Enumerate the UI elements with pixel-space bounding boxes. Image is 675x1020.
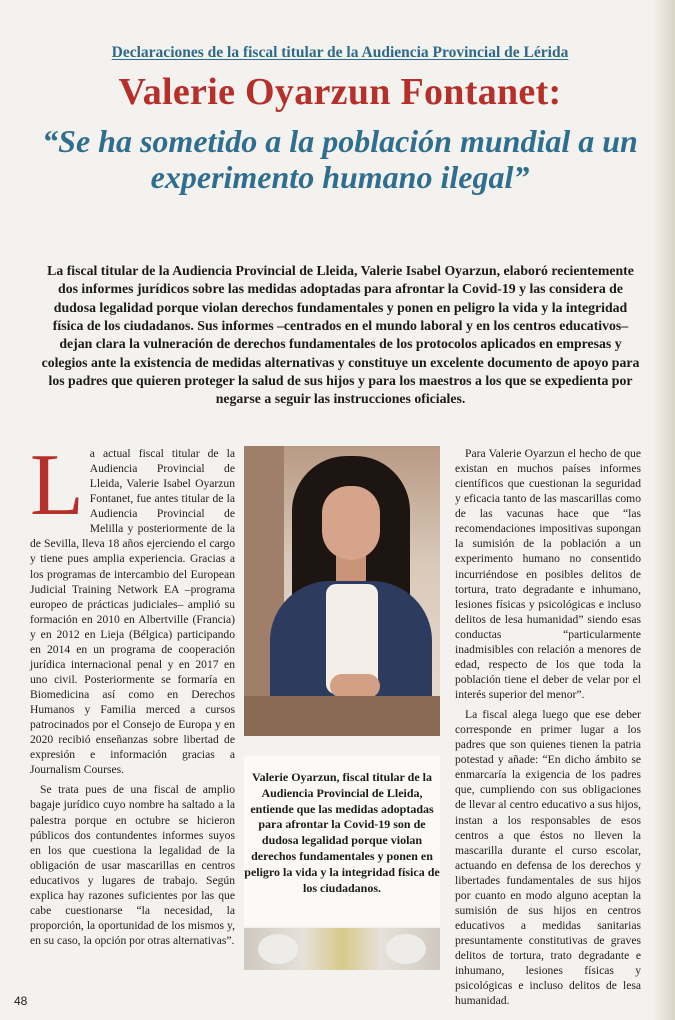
- portrait-photo: [244, 446, 440, 736]
- drop-cap: L: [30, 437, 84, 534]
- photo-face: [322, 486, 380, 560]
- article-column-left: [30, 437, 235, 953]
- paragraph: a actual fiscal titular de la Audiencia Provincial de Lleida, Valerie Isabel Oyarzun Fontanet, fue antes titular de la Audiencia Provincial de Melilla y posteriormente de la de Sevilla, lleva 18 años ejerciendo el cargo y tiene pues amplia experiencia. Gracias a los programas de intercambio del European Judicial Training Network EA –programa europeo de prácticas judiciales– amplió su formación en 2010 en Albertville (Francia) y en 2012 en Lieja (Bélgica) participando en 2014 en un programa de cooperación jurídica internacional penal y en 2017 en uno civil. Posteriormente se formaría en Biomedicina así como en Derechos Humanos y Familia merced a cursos patrocinados por el Consejo de Europa y en 2020 recibió enseñanzas sobre libertad de expresión e información gracias a Journalism Courses.: [30, 447, 235, 777]
- article-column-right: [455, 446, 641, 1013]
- page-edge: [653, 0, 675, 1020]
- paragraph: Se trata pues de una fiscal de amplio bagaje jurídico cuyo nombre ha saltado a la palestra porque en octubre se hicieron públicos dos contundentes informes suyos en los que cuestiona la legalidad de la obligación de usar mascarillas en centros educativos y lugares de trabajo. Según explica hay razones suficientes por las que cabe cuestionarse “la necesidad, la proporción, la oportunidad de los mismos y, en su caso, la opción por otras alternativas”.: [30, 783, 235, 947]
- photo-hands: [330, 674, 380, 698]
- mask-shape: [258, 934, 298, 964]
- article-quote-headline: “Se ha sometido a la población mundial a un experimento humano ilegal”: [42, 123, 638, 195]
- mask-shape: [386, 934, 426, 964]
- paragraph: La fiscal alega luego que ese deber corresponde en primer lugar a los padres que son quienes tienen la patria potestad y añade: “En dicho ámbito se enmarcaría la exigencia de los padres que, cumpliendo con sus obligaciones de llevar al centro educativo a sus hijos, instan a los responsables de esos centros a que éstos no lleven la mascarilla durante el curso escolar, actuando en defensa de los derechos y libertades fundamentales de sus hijos por cuanto en modo alguno aceptan la sumisión de sus hijos en centros educativos a medidas sanitarias presuntamente constitutivas de graves delitos de tortura, trato degradante e inhumano, lesiones físicas y psicológicas e incluso delitos de lesa humanidad.: [455, 708, 641, 1008]
- article-kicker: Declaraciones de la fiscal titular de la Audiencia Provincial de Lérida: [111, 44, 569, 61]
- article-headline: Valerie Oyarzun Fontanet:: [118, 71, 562, 113]
- page-number: 48: [14, 994, 28, 1008]
- paragraph: Para Valerie Oyarzun el hecho de que existan en muchos países informes científicos que cuestionan la seguridad y eficacia tanto de las mascarillas como de las vacunas hace que “las recomendaciones impositivas supongan la sumisión de la población a un experimento humano no consentido incurriéndose en posibles delitos de tortura, trato degradante e inhumano, lesiones físicas y psicológicas e incluso delitos de lesa humanidad” siendo esas conductas “particularmente inadmisibles con relación a menores de edad, respecto de los que toda la población tiene el deber de velar por el interés superior del menor”.: [455, 447, 641, 701]
- article-lead: La fiscal titular de la Audiencia Provincial de Lleida, Valerie Isabel Oyarzun, elaboró recientemente dos informes jurídicos sobre las medidas adoptadas para afrontar la Covid-19 y las considera de dudosa legalidad porque violan derechos fundamentales y ponen en peligro la vida y la integridad física de los ciudadanos. Sus informes –centrados en el mundo laboral y en los centros educativos– dejan clara la vulneración de derechos fundamentales de los protocolos aplicados en empresas y colegios ante la existencia de medidas alternativas y constituye un excelente documento de apoyo para los padres que quieren proteger la salud de sus hijos y para los maestros a los que se expedienta por negarse a seguir las instrucciones oficiales.: [41, 263, 640, 407]
- photo-caption: Valerie Oyarzun, fiscal titular de la Audiencia Provincial de Lleida, entiende que las medidas adoptadas para afrontar la Covid-19 son de dudosa legalidad porque violan derechos fundamentales y ponen en peligro la vida y la integridad física de los ciudadanos.: [244, 756, 440, 926]
- photo-table: [244, 696, 440, 736]
- masks-image: [244, 928, 440, 970]
